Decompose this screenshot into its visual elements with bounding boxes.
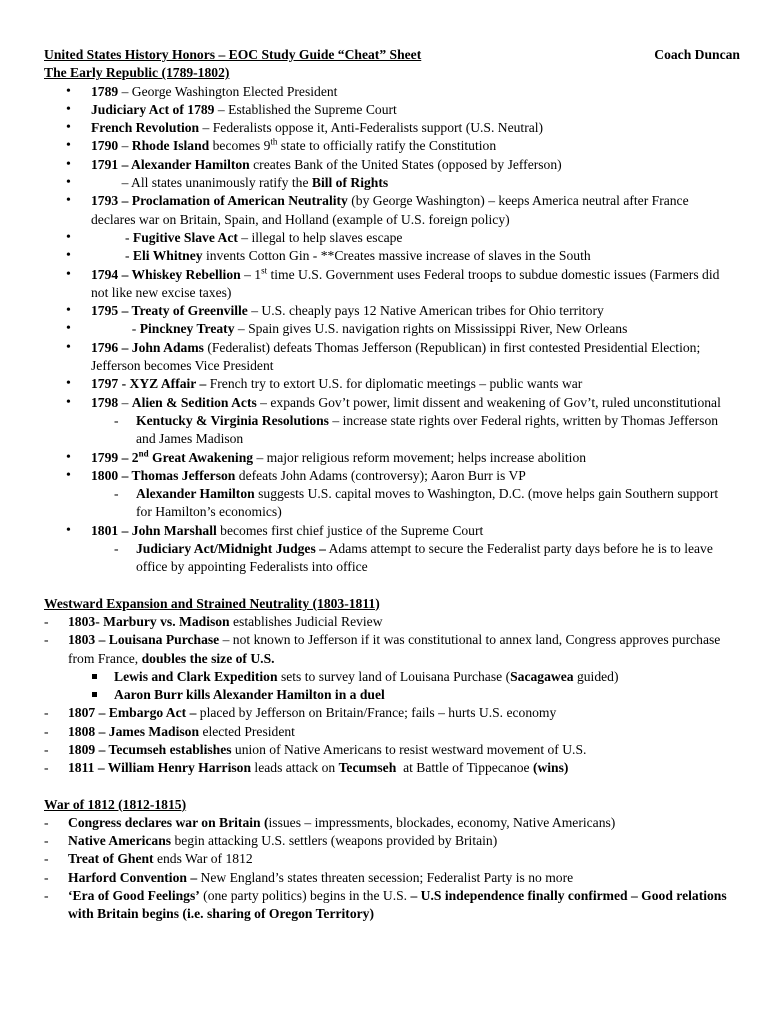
list-item: - Native Americans begin attacking U.S. settlers (weapons provided by Britain) [44, 832, 734, 850]
list-item: • - Eli Whitney invents Cotton Gin - **Creates massive increase of slaves in the South [44, 247, 734, 265]
list-item: • 1795 – Treaty of Greenville – U.S. cheaply pays 12 Native American tribes for Ohio territory [44, 302, 734, 320]
list-item: - 1811 – William Henry Harrison leads attack on Tecumseh at Battle of Tippecanoe (wins) [44, 759, 734, 777]
list-item: • Judiciary Act of 1789 – Established the Supreme Court [44, 101, 734, 119]
section-heading-war-of-1812: War of 1812 (1812-1815) [44, 796, 187, 812]
list-item: • 1797 - XYZ Affair – French try to extort U.S. for diplomatic meetings – public wants war [44, 375, 734, 393]
list-item: • French Revolution – Federalists oppose it, Anti-Federalists support (U.S. Neutral) [44, 119, 734, 137]
list-item: • 1796 – John Adams (Federalist) defeats Thomas Jefferson (Republican) in first contested Presidential Election; Jefferson becomes Vice President [44, 339, 734, 376]
list-item: - Treat of Ghent ends War of 1812 [44, 850, 734, 868]
list-item: - Harford Convention – New England’s states threaten secession; Federalist Party is no more [44, 869, 734, 887]
list-item: • 1790 – Rhode Island becomes 9th state to officially ratify the Constitution [44, 137, 734, 155]
list-item: - 1803- Marbury vs. Madison establishes Judicial Review [44, 613, 734, 631]
document-title: United States History Honors – EOC Study Guide “Cheat” Sheet [44, 47, 422, 62]
sub-list [44, 540, 734, 577]
westward-expansion-list [44, 613, 734, 778]
section-heading-westward-expansion: Westward Expansion and Strained Neutrality (1803-1811) [44, 595, 380, 611]
list-item: - 1808 – James Madison elected President [44, 723, 734, 741]
list-item: • – All states unanimously ratify the Bill of Rights [44, 174, 734, 192]
sub-list-item: Aaron Burr kills Alexander Hamilton in a duel [44, 686, 734, 704]
list-item: • 1791 – Alexander Hamilton creates Bank of the United States (opposed by Jefferson) [44, 156, 734, 174]
list-item: - 1809 – Tecumseh establishes union of Native Americans to resist westward movement of U.S. [44, 741, 734, 759]
list-item: - ‘Era of Good Feelings’ (one party politics) begins in the U.S. – U.S independence finally confirmed – Good relations with Britain begins (i.e. sharing of Oregon Territory) [44, 887, 734, 924]
document-header [44, 46, 740, 64]
study-guide-document [44, 46, 740, 924]
author-name: Coach Duncan [654, 47, 740, 62]
list-item: • 1794 – Whiskey Rebellion – 1st time U.S. Government uses Federal troops to subdue domestic issues (Farmers did not like new excise taxes) [44, 266, 734, 303]
sub-list-item: - Kentucky & Virginia Resolutions – increase state rights over Federal rights, written by Thomas Jefferson and James Madison [44, 412, 734, 449]
list-item: • 1793 – Proclamation of American Neutrality (by George Washington) – keeps America neutral after France declares war on Britain, Spain, and Holland (example of U.S. foreign policy) [44, 192, 734, 229]
early-republic-list [44, 83, 734, 577]
list-item: - Congress declares war on Britain (issues – impressments, blockades, economy, Native Americans) [44, 814, 734, 832]
list-item: - 1807 – Embargo Act – placed by Jefferson on Britain/France; fails – hurts U.S. economy [44, 704, 734, 722]
list-item: • 1798 – Alien & Sedition Acts – expands Gov’t power, limit dissent and weakening of Gov’t, ruled unconstitutional - Kentucky & Virginia Resolutions – increase state rights over Federal rights, written by Thomas Jefferson and James Madison [44, 394, 734, 449]
list-item: • - Fugitive Slave Act – illegal to help slaves escape [44, 229, 734, 247]
section-heading-early-republic: The Early Republic (1789-1802) [44, 65, 230, 81]
sub-list [44, 485, 734, 522]
list-item: • 1800 – Thomas Jefferson defeats John Adams (controversy); Aaron Burr is VP - Alexander Hamilton suggests U.S. capital moves to Washington, D.C. (move helps gain Southern support for Hamilton’s economics) [44, 467, 734, 522]
sub-list [44, 412, 734, 449]
sub-list [44, 668, 734, 705]
sub-list-item: - Alexander Hamilton suggests U.S. capital moves to Washington, D.C. (move helps gain Southern support for Hamilton’s economics) [44, 485, 734, 522]
sub-list-item: - Judiciary Act/Midnight Judges – Adams attempt to secure the Federalist party days before he is to leave office by appointing Federalists into office [44, 540, 734, 577]
sub-list-item: Lewis and Clark Expedition sets to survey land of Louisana Purchase (Sacagawea guided) [44, 668, 734, 686]
list-item: • 1801 – John Marshall becomes first chief justice of the Supreme Court - Judiciary Act/Midnight Judges – Adams attempt to secure the Federalist party days before he is to leave office by appointing Federalists into office [44, 522, 734, 577]
list-item: - 1803 – Louisana Purchase – not known to Jefferson if it was constitutional to annex land, Congress approves purchase from France, doubles the size of U.S. Lewis and Clark Expedition sets to survey land of Louisana Purchase (Sacagawea guided) Aaron Burr kills Alexander Hamilton in a duel [44, 631, 734, 704]
list-item: • 1799 – 2nd Great Awakening – major religious reform movement; helps increase abolition [44, 449, 734, 467]
list-item: • 1789 – George Washington Elected President [44, 83, 734, 101]
war-of-1812-list [44, 814, 734, 924]
list-item: • - Pinckney Treaty – Spain gives U.S. navigation rights on Mississippi River, New Orleans [44, 320, 734, 338]
